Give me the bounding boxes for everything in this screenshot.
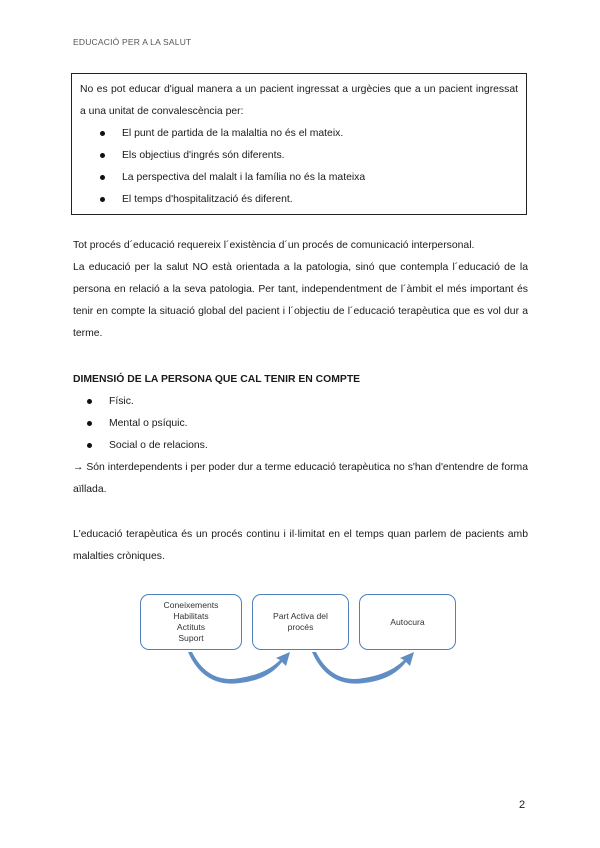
process-diagram (140, 594, 470, 684)
running-header: EDUCACIÓ PER A LA SALUT (73, 37, 192, 47)
section-dimensions (73, 369, 528, 501)
list-item: Social o de relacions. (87, 435, 528, 457)
paragraph: Tot procés d´educació requereix l´existència d´un procés de comunicació interpersonal. (73, 240, 475, 251)
paragraph: La educació per la salut NO està orientada a la patologia, sinó que contempla l´educació de la persona en relació a la seva patologia. Per tant, independentment de l´àmbit el més important és tenir en compte la situació global del pacient i l´objectiu de l´educació terapèutica que es vol dur a terme. (73, 262, 528, 339)
bullet-icon (87, 421, 92, 426)
section-communication (73, 235, 528, 345)
paragraph: L'educació terapèutica és un procés continu i il·limitat en el temps quan parlem de pacients amb malalties cròniques. (73, 529, 528, 562)
list-item: El punt de partida de la malaltia no és el mateix. (100, 123, 518, 145)
boxed-note (71, 73, 527, 215)
list-item: Mental o psíquic. (87, 413, 528, 435)
dimensions-list (87, 391, 528, 457)
boxed-note-intro: No es pot educar d'igual manera a un pacient ingressat a urgècies que a un pacient ingressat a una unitat de convalescència per: (80, 84, 518, 117)
list-item: Físic. (87, 391, 528, 413)
bullet-icon (87, 443, 92, 448)
diagram-box-selfcare: Autocura (359, 594, 456, 650)
curved-arrow-icon (312, 652, 414, 684)
paragraph: → Són interdependents i per poder dur a terme educació terapèutica no s'han d'entendre de forma aïllada. (73, 462, 528, 495)
list-item: La perspectiva del malalt i la família no és la mateixa (100, 167, 518, 189)
bullet-icon (100, 131, 105, 136)
list-item: Els objectius d'ingrés són diferents. (100, 145, 518, 167)
section-therapeutic (73, 524, 528, 568)
diagram-box-active-part: Part Activa del procés (252, 594, 349, 650)
boxed-note-list (100, 123, 518, 211)
curved-arrow-icon (188, 652, 290, 684)
section-heading: DIMENSIÓ DE LA PERSONA QUE CAL TENIR EN COMPTE (73, 374, 361, 385)
list-item: El temps d'hospitalització és diferent. (100, 189, 518, 211)
diagram-box-inputs: Coneixements Habilitats Actituts Suport (140, 594, 242, 650)
page-number: 2 (519, 799, 526, 811)
bullet-icon (100, 153, 105, 158)
bullet-icon (87, 399, 92, 404)
bullet-icon (100, 175, 105, 180)
bullet-icon (100, 197, 105, 202)
